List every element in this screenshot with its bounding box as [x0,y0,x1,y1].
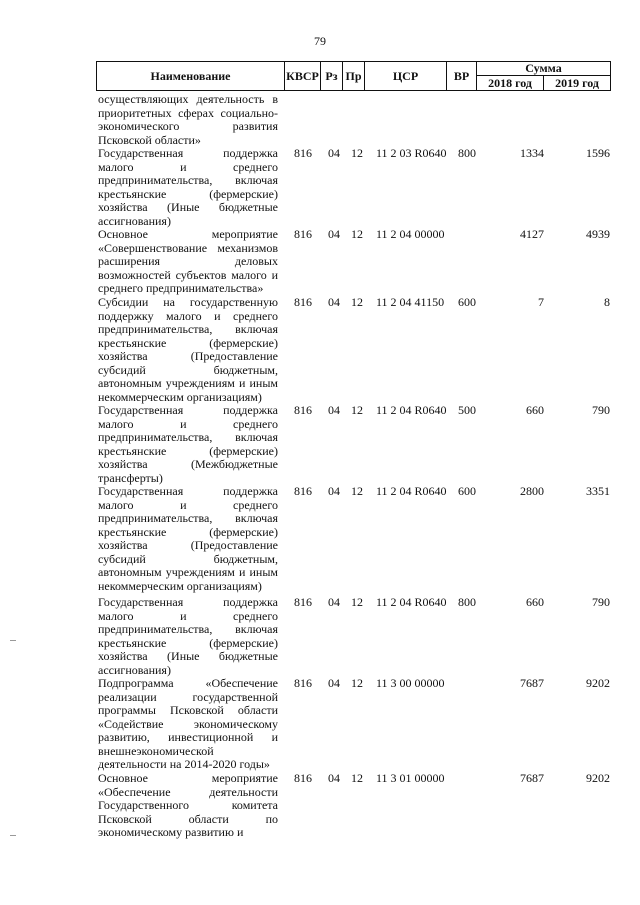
row-csr: 11 2 03 R0640 [376,146,447,160]
row-rz: 04 [328,146,340,160]
row-vr: 600 [458,484,476,498]
row-pr: 12 [351,595,363,609]
header-2019: 2019 год [543,75,611,91]
header-csr: ЦСР [364,61,447,91]
row-pr: 12 [351,227,363,241]
row-name: осуществляющих деятельность в приоритетных сферах социально-экономического развития Псковской области» [98,92,278,147]
row-sum-2019: 8 [604,295,610,309]
row-pr: 12 [351,403,363,417]
row-sum-2019: 9202 [586,771,610,785]
row-vr: 500 [458,403,476,417]
row-rz: 04 [328,676,340,690]
row-csr: 11 2 04 41150 [376,295,445,309]
row-sum-2018: 7687 [520,676,544,690]
row-sum-2018: 660 [526,595,544,609]
row-rz: 04 [328,403,340,417]
row-kvsr: 816 [294,676,312,690]
table-header [96,61,611,91]
row-name: Основное мероприятие «Обеспечение деятельности Государственного комитета Псковской области по экономическому развитию и [98,771,278,839]
row-sum-2018: 7 [538,295,544,309]
row-sum-2018: 1334 [520,146,544,160]
row-kvsr: 816 [294,595,312,609]
header-2018: 2018 год [476,75,544,91]
row-name: Субсидии на государственную поддержку малого и среднего предпринимательства, включая крестьянские (фермерские) хозяйства (Предоставление субсидий бюджетным, автономным учреждениям и иным некоммерческим организациям) [98,295,278,404]
row-kvsr: 816 [294,227,312,241]
row-csr: 11 2 04 R0640 [376,484,447,498]
row-kvsr: 816 [294,403,312,417]
header-vr: ВР [446,61,477,91]
row-name: Государственная поддержка малого и среднего предпринимательства, включая крестьянские (фермерские) хозяйства (Предоставление субсидий бюджетным, автономным учреждениям и иным некоммерческим организациям) [98,484,278,593]
row-vr: 800 [458,595,476,609]
header-sum: Сумма [476,61,611,76]
row-sum-2019: 790 [592,595,610,609]
row-vr: 600 [458,295,476,309]
row-sum-2018: 7687 [520,771,544,785]
scan-mark [10,835,16,836]
header-rz: Рз [320,61,343,91]
row-csr: 11 3 01 00000 [376,771,445,785]
row-sum-2019: 9202 [586,676,610,690]
row-sum-2018: 2800 [520,484,544,498]
row-name: Государственная поддержка малого и среднего предпринимательства, включая крестьянские (фермерские) хозяйства (Межбюджетные трансферты) [98,403,278,485]
row-kvsr: 816 [294,146,312,160]
row-pr: 12 [351,676,363,690]
row-vr: 800 [458,146,476,160]
row-csr: 11 2 04 R0640 [376,595,447,609]
row-rz: 04 [328,484,340,498]
header-kvsr: КВСР [284,61,321,91]
row-name: Подпрограмма «Обеспечение реализации государственной программы Псковской области «Содействие экономическому развитию, инвестиционной и внешнеэкономической деятельности на 2014-2020 годы» [98,676,278,771]
row-kvsr: 816 [294,484,312,498]
row-sum-2018: 660 [526,403,544,417]
row-sum-2019: 3351 [586,484,610,498]
header-name: Наименование [96,61,285,91]
row-pr: 12 [351,146,363,160]
row-sum-2019: 1596 [586,146,610,160]
row-rz: 04 [328,227,340,241]
row-csr: 11 2 04 00000 [376,227,445,241]
row-csr: 11 2 04 R0640 [376,403,447,417]
scan-mark [10,640,16,641]
row-sum-2018: 4127 [520,227,544,241]
row-name: Государственная поддержка малого и среднего предпринимательства, включая крестьянские (фермерские) хозяйства (Иные бюджетные ассигнования) [98,146,278,228]
header-pr: Пр [342,61,365,91]
row-kvsr: 816 [294,771,312,785]
row-rz: 04 [328,771,340,785]
row-pr: 12 [351,295,363,309]
row-name: Государственная поддержка малого и среднего предпринимательства, включая крестьянские (фермерские) хозяйства (Иные бюджетные ассигнования) [98,595,278,677]
row-rz: 04 [328,295,340,309]
row-sum-2019: 4939 [586,227,610,241]
row-csr: 11 3 00 00000 [376,676,445,690]
row-kvsr: 816 [294,295,312,309]
row-pr: 12 [351,484,363,498]
page-number: 79 [314,34,326,48]
row-pr: 12 [351,771,363,785]
row-rz: 04 [328,595,340,609]
row-sum-2019: 790 [592,403,610,417]
row-name: Основное мероприятие «Совершенствование механизмов расширения деловых возможностей субъектов малого и среднего предпринимательства» [98,227,278,295]
